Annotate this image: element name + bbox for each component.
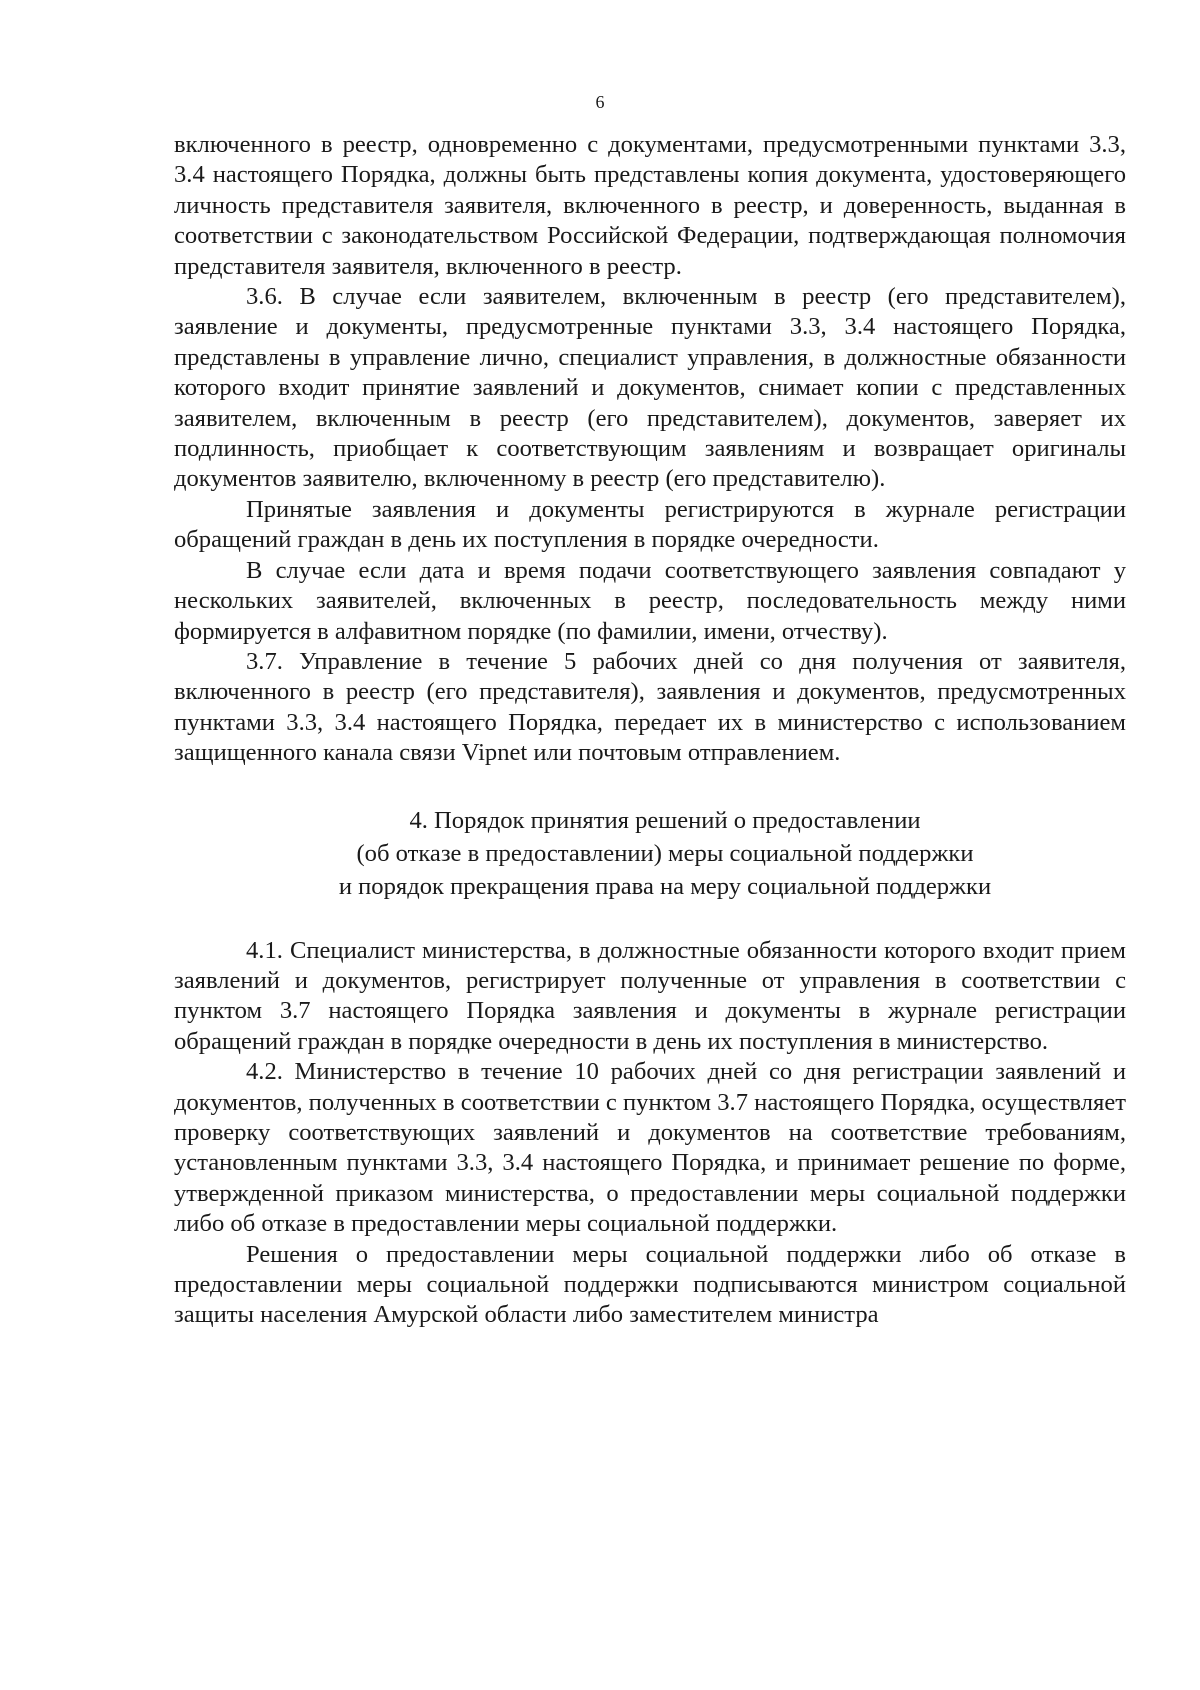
paragraph-continuation: включенного в реестр, одновременно с документами, предусмотренными пунктами 3.3, 3.4 настоящего Порядка, должны быть представлены копия документа, удостоверяющего личность представителя заявителя, включенного в реестр, и доверенность, выданная в соответствии с законодательством Российской Федерации, подтверждающая полномочия представителя заявителя, включенного в реестр. — [174, 131, 1126, 280]
paragraph-alphabetical-order: В случае если дата и время подачи соответствующего заявления совпадают у нескольких заявителей, включенных в реестр, последовательность между ними формируется в алфавитном порядке (по фамилии, имени, отчеству). — [174, 556, 1126, 645]
heading-line-2: (об отказе в предоставлении) меры социальной поддержки — [356, 839, 974, 867]
paragraph-decisions-signing: Решения о предоставлении меры социальной поддержки либо об отказе в предоставлении меры социальной поддержки подписываются министром социальной защиты населения Амурской области либо заместителем министра — [174, 1240, 1126, 1329]
paragraph-4-1: 4.1. Специалист министерства, в должностные обязанности которого входит прием заявлений и документов, регистрирует полученные от управления в соответствии с пунктом 3.7 настоящего Порядка заявления и документы в журнале регистрации обращений граждан в порядке очередности в день их поступления в министерство. — [174, 936, 1126, 1055]
document-body — [174, 130, 1126, 1331]
paragraph-3-6: 3.6. В случае если заявителем, включенным в реестр (его представителем), заявление и документы, предусмотренные пунктами 3.3, 3.4 настоящего Порядка, представлены в управление лично, специалист управления, в должностные обязанности которого входит принятие заявлений и документов, снимает копии с представленных заявителем, включенным в реестр (его представителем), документов, заверяет их подлинность, приобщает к соответствующим заявлениям и возвращает оригиналы документов заявителю, включенному в реестр (его представителю). — [174, 283, 1126, 493]
page-number: 6 — [595, 92, 605, 112]
section-4-heading — [204, 804, 1126, 903]
heading-line-1: 4. Порядок принятия решений о предоставлении — [409, 806, 921, 834]
heading-line-3: и порядок прекращения права на меру социальной поддержки — [338, 872, 992, 900]
paragraph-registration: Принятые заявления и документы регистрируются в журнале регистрации обращений граждан в день их поступления в порядке очередности. — [174, 495, 1126, 554]
paragraph-4-2: 4.2. Министерство в течение 10 рабочих дней со дня регистрации заявлений и документов, полученных в соответствии с пунктом 3.7 настоящего Порядка, осуществляет проверку соответствующих заявлений и документов на соответствие требованиям, установленным пунктами 3.3, 3.4 настоящего Порядка, и принимает решение по форме, утвержденной приказом министерства, о предоставлении меры социальной поддержки либо об отказе в предоставлении меры социальной поддержки. — [174, 1058, 1126, 1238]
paragraph-3-7: 3.7. Управление в течение 5 рабочих дней со дня получения от заявителя, включенного в реестр (его представителя), заявления и документов, предусмотренных пунктами 3.3, 3.4 настоящего Порядка, передает их в министерство с использованием защищенного канала связи Vipnet или почтовым отправлением. — [174, 647, 1126, 767]
